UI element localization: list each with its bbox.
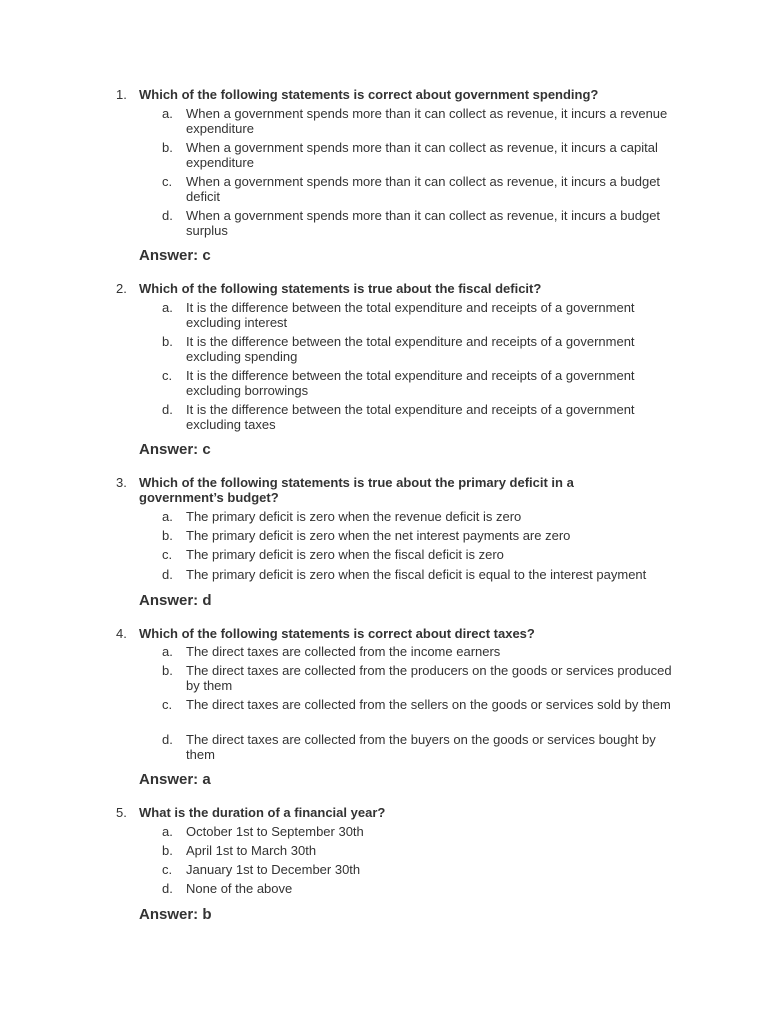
- option-text: When a government spends more than it can collect as revenue, it incurs a revenue expenditure: [186, 106, 668, 136]
- option-letter: b.: [162, 663, 173, 678]
- option-letter: c.: [162, 547, 173, 562]
- option-text: None of the above: [186, 881, 293, 896]
- answer-label: Answer: b: [139, 906, 212, 923]
- option-text: It is the difference between the total expenditure and receipts of a government excluding borrowings: [186, 368, 635, 398]
- option-letter: c.: [162, 862, 173, 877]
- option-letter: a.: [162, 824, 173, 839]
- question-number: 3.: [116, 475, 127, 490]
- question-text: What is the duration of a financial year?: [139, 805, 386, 820]
- answer-label: Answer: c: [139, 441, 211, 458]
- question-number: 2.: [116, 281, 127, 296]
- option-letter: c.: [162, 174, 173, 189]
- option-letter: a.: [162, 644, 173, 659]
- option-letter: d.: [162, 881, 173, 896]
- question-text: Which of the following statements is true about the fiscal deficit?: [139, 281, 542, 296]
- option-text: It is the difference between the total expenditure and receipts of a government excluding interest: [186, 300, 635, 330]
- option-text: The primary deficit is zero when the fiscal deficit is zero: [186, 547, 504, 562]
- option-text: When a government spends more than it can collect as revenue, it incurs a capital expenditure: [186, 140, 658, 170]
- option-letter: b.: [162, 528, 173, 543]
- option-letter: a.: [162, 106, 173, 121]
- option-letter: a.: [162, 509, 173, 524]
- question-text: Which of the following statements is correct about government spending?: [139, 87, 599, 102]
- option-letter: c.: [162, 368, 173, 383]
- option-letter: d.: [162, 208, 173, 223]
- question-number: 1.: [116, 87, 127, 102]
- option-text: The direct taxes are collected from the income earners: [186, 644, 501, 659]
- option-letter: b.: [162, 334, 173, 349]
- question-text: Which of the following statements is correct about direct taxes?: [139, 626, 535, 641]
- option-text: The direct taxes are collected from the sellers on the goods or services sold by them: [186, 697, 671, 712]
- option-letter: d.: [162, 402, 173, 417]
- question-text: Which of the following statements is true about the primary deficit in a government’s budget?: [139, 475, 574, 505]
- option-letter: d.: [162, 567, 173, 582]
- option-letter: c.: [162, 697, 173, 712]
- option-text: The primary deficit is zero when the fiscal deficit is equal to the interest payment: [186, 567, 647, 582]
- option-letter: a.: [162, 300, 173, 315]
- option-letter: d.: [162, 732, 173, 747]
- option-text: It is the difference between the total expenditure and receipts of a government excluding taxes: [186, 402, 635, 432]
- option-text: April 1st to March 30th: [186, 843, 317, 858]
- option-text: When a government spends more than it can collect as revenue, it incurs a budget deficit: [186, 174, 661, 204]
- answer-label: Answer: a: [139, 771, 211, 788]
- option-text: The primary deficit is zero when the net interest payments are zero: [186, 528, 571, 543]
- option-text: The primary deficit is zero when the revenue deficit is zero: [186, 509, 522, 524]
- option-text: The direct taxes are collected from the producers on the goods or services produced by them: [186, 663, 672, 693]
- answer-label: Answer: c: [139, 247, 211, 264]
- question-number: 4.: [116, 626, 127, 641]
- option-text: It is the difference between the total expenditure and receipts of a government excluding spending: [186, 334, 635, 364]
- option-text: When a government spends more than it can collect as revenue, it incurs a budget surplus: [186, 208, 661, 238]
- option-letter: b.: [162, 843, 173, 858]
- option-text: The direct taxes are collected from the buyers on the goods or services bought by them: [186, 732, 656, 762]
- option-text: October 1st to September 30th: [186, 824, 364, 839]
- answer-label: Answer: d: [139, 592, 212, 609]
- option-letter: b.: [162, 140, 173, 155]
- option-text: January 1st to December 30th: [186, 862, 361, 877]
- question-number: 5.: [116, 805, 127, 820]
